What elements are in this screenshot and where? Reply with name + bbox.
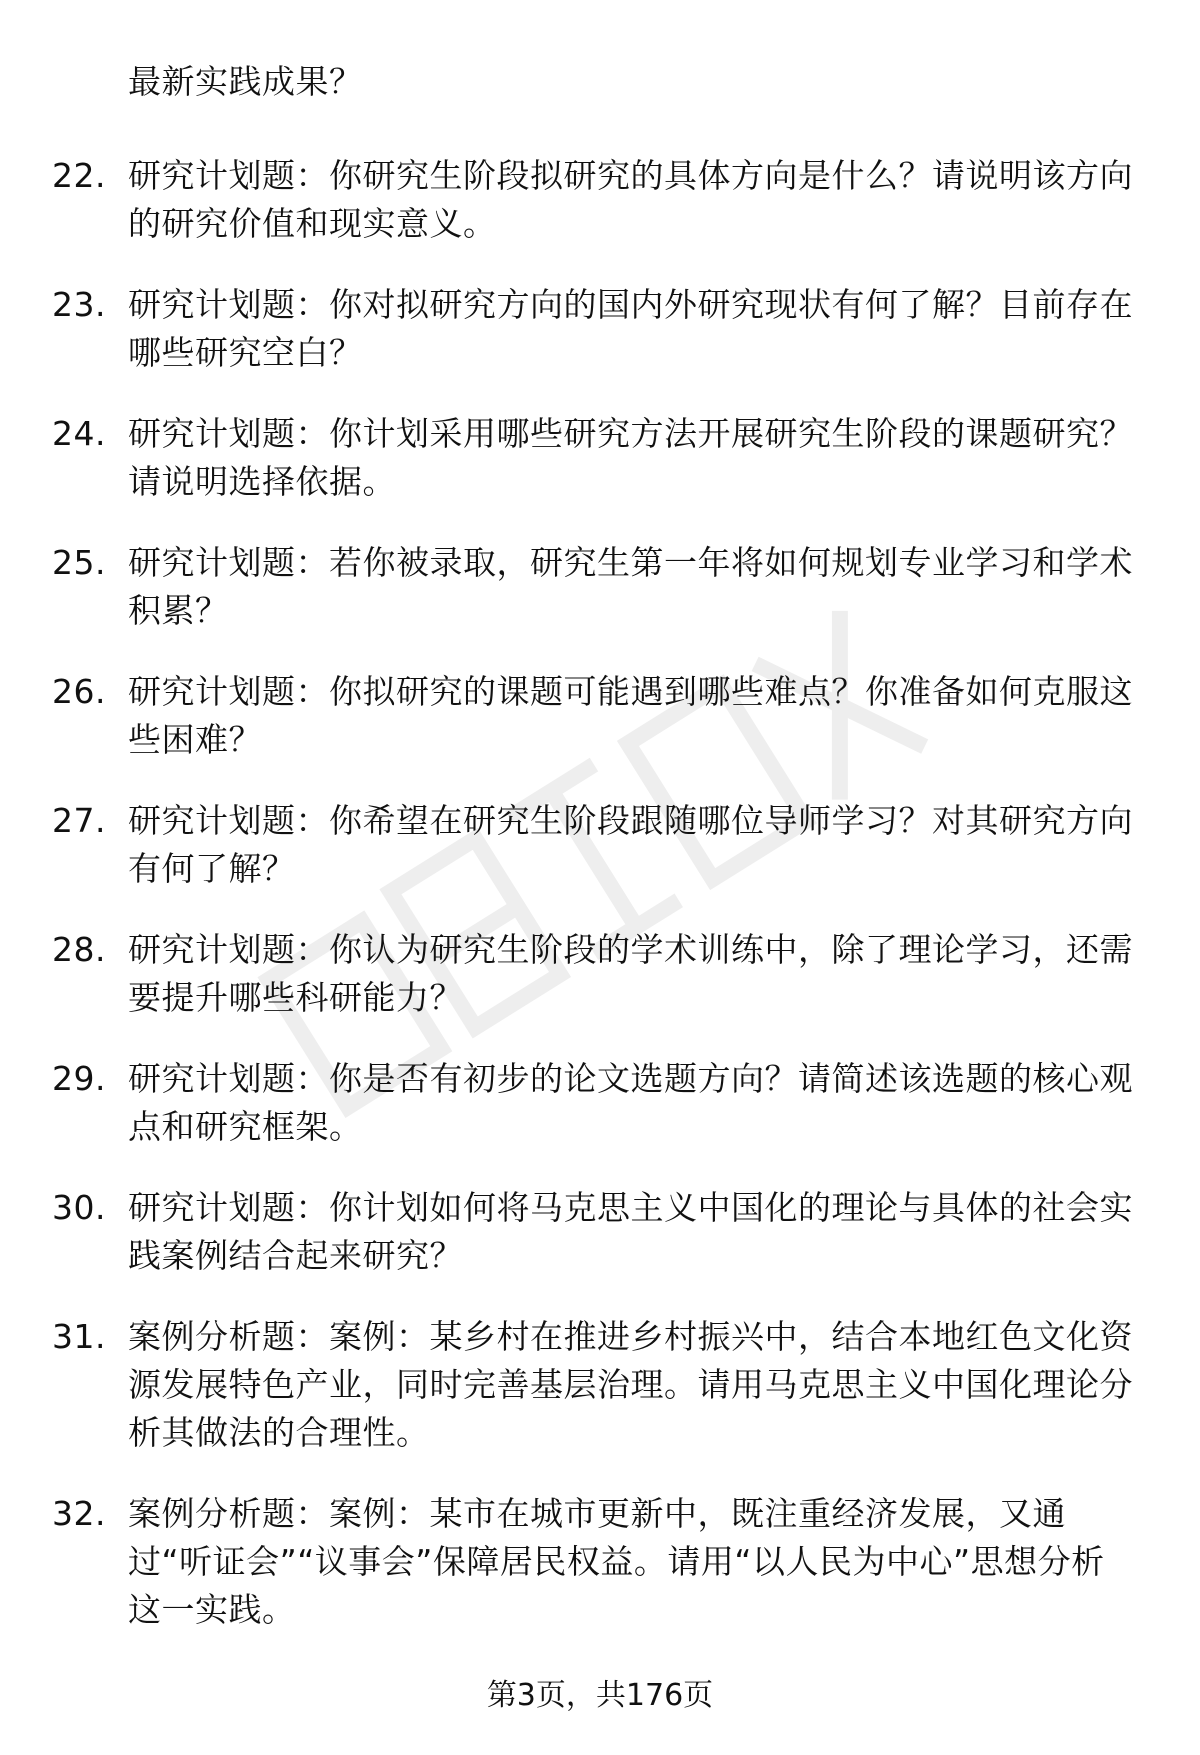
question-text: 研究计划题：你对拟研究方向的国内外研究现状有何了解？目前存在哪些研究空白？: [128, 285, 1133, 372]
page-number-footer: 第3页，共176页: [486, 1678, 714, 1713]
question-item: [0, 1184, 1200, 1280]
question-item: [0, 1490, 1200, 1634]
question-number: 30.: [52, 1188, 106, 1227]
question-text: 研究计划题：你计划采用哪些研究方法开展研究生阶段的课题研究？请说明选择依据。: [128, 414, 1133, 501]
continued-question-text: 最新实践成果？: [128, 62, 363, 101]
question-number: 23.: [52, 285, 106, 324]
question-text: 研究计划题：若你被录取，研究生第一年将如何规划专业学习和学术积累？: [128, 543, 1133, 630]
question-text: 研究计划题：你拟研究的课题可能遇到哪些难点？你准备如何克服这些困难？: [128, 672, 1133, 759]
question-item: [0, 539, 1200, 635]
question-number: 27.: [52, 801, 106, 840]
question-text: 案例分析题：案例：某乡村在推进乡村振兴中，结合本地红色文化资源发展特色产业，同时完善基层治理。请用马克思主义中国化理论分析其做法的合理性。: [128, 1317, 1133, 1452]
question-text: 案例分析题：案例：某市在城市更新中，既注重经济发展，又通过“听证会”“议事会”保障居民权益。请用“以人民为中心”思想分析这一实践。: [128, 1494, 1105, 1629]
question-item: [0, 281, 1200, 377]
question-item: [0, 1313, 1200, 1457]
question-number: 31.: [52, 1317, 106, 1356]
question-number: 28.: [52, 930, 106, 969]
question-number: 26.: [52, 672, 106, 711]
question-item: [0, 1055, 1200, 1151]
question-text: 研究计划题：你认为研究生阶段的学术训练中，除了理论学习，还需要提升哪些科研能力？: [128, 930, 1133, 1017]
question-item: [0, 152, 1200, 248]
question-number: 32.: [52, 1494, 106, 1533]
question-number: 25.: [52, 543, 106, 582]
question-text: 研究计划题：你研究生阶段拟研究的具体方向是什么？请说明该方向的研究价值和现实意义。: [128, 156, 1133, 243]
question-text: 研究计划题：你希望在研究生阶段跟随哪位导师学习？对其研究方向有何了解？: [128, 801, 1133, 888]
question-item: [0, 410, 1200, 506]
question-text: 研究计划题：你计划如何将马克思主义中国化的理论与具体的社会实践案例结合起来研究？: [128, 1188, 1133, 1275]
question-item: [0, 926, 1200, 1022]
question-item: [0, 797, 1200, 893]
question-item: [0, 668, 1200, 764]
question-list: [0, 152, 1200, 1667]
question-number: 24.: [52, 414, 106, 453]
question-number: 29.: [52, 1059, 106, 1098]
question-number: 22.: [52, 156, 106, 195]
question-text: 研究计划题：你是否有初步的论文选题方向？请简述该选题的核心观点和研究框架。: [128, 1059, 1133, 1146]
